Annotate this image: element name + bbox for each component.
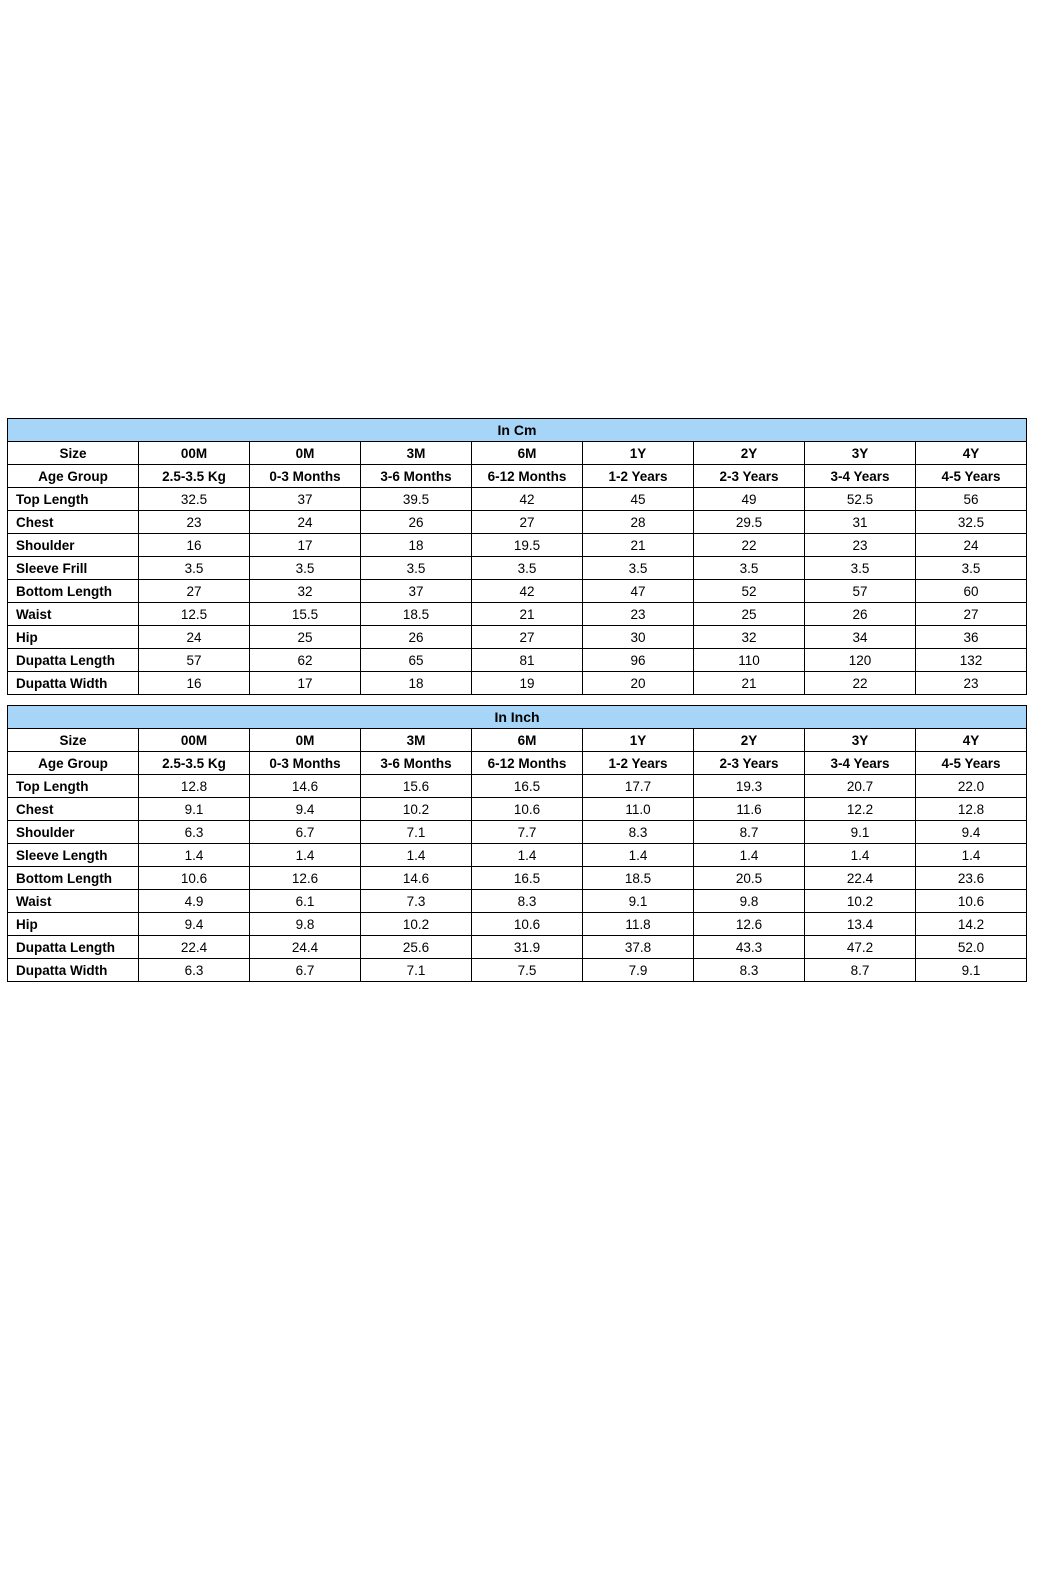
measurement-cell: 23.6 [916, 867, 1027, 890]
measurement-cell: 9.4 [916, 821, 1027, 844]
table-row [8, 959, 1027, 982]
measurement-cell: 39.5 [361, 488, 472, 511]
measurement-cell: 8.3 [583, 821, 694, 844]
measurement-cell: 24.4 [250, 936, 361, 959]
age-group-cell: 6-12 Months [472, 465, 583, 488]
measurement-cell: 29.5 [694, 511, 805, 534]
row-label: Chest [8, 798, 139, 821]
measurement-cell: 32 [694, 626, 805, 649]
measurement-cell: 23 [805, 534, 916, 557]
measurement-cell: 52.0 [916, 936, 1027, 959]
measurement-cell: 18 [361, 672, 472, 695]
size-chart-inch-body [8, 706, 1027, 982]
row-label: Top Length [8, 775, 139, 798]
table-row [8, 488, 1027, 511]
age-group-cell: 2-3 Years [694, 465, 805, 488]
measurement-cell: 10.6 [916, 890, 1027, 913]
age-group-label: Age Group [8, 752, 139, 775]
size-header-row [8, 729, 1027, 752]
measurement-cell: 12.6 [694, 913, 805, 936]
measurement-cell: 7.5 [472, 959, 583, 982]
measurement-cell: 22.4 [805, 867, 916, 890]
measurement-cell: 10.6 [472, 798, 583, 821]
row-label: Hip [8, 913, 139, 936]
measurement-cell: 32.5 [139, 488, 250, 511]
size-header-cell: 4Y [916, 442, 1027, 465]
measurement-cell: 49 [694, 488, 805, 511]
measurement-cell: 12.5 [139, 603, 250, 626]
measurement-cell: 25 [694, 603, 805, 626]
row-label: Dupatta Width [8, 959, 139, 982]
age-group-cell: 0-3 Months [250, 465, 361, 488]
size-header-cell: 3Y [805, 729, 916, 752]
measurement-cell: 28 [583, 511, 694, 534]
table-row [8, 557, 1027, 580]
measurement-cell: 6.3 [139, 821, 250, 844]
measurement-cell: 17 [250, 534, 361, 557]
measurement-cell: 18 [361, 534, 472, 557]
measurement-cell: 57 [139, 649, 250, 672]
measurement-cell: 7.1 [361, 959, 472, 982]
size-header-cell: 00M [139, 442, 250, 465]
table-row [8, 844, 1027, 867]
measurement-cell: 3.5 [250, 557, 361, 580]
measurement-cell: 32.5 [916, 511, 1027, 534]
table-title-row [8, 419, 1027, 442]
measurement-cell: 7.1 [361, 821, 472, 844]
measurement-cell: 7.9 [583, 959, 694, 982]
measurement-cell: 1.4 [250, 844, 361, 867]
measurement-cell: 120 [805, 649, 916, 672]
measurement-cell: 23 [583, 603, 694, 626]
measurement-cell: 4.9 [139, 890, 250, 913]
measurement-cell: 81 [472, 649, 583, 672]
measurement-cell: 9.1 [139, 798, 250, 821]
size-header-cell: 2Y [694, 729, 805, 752]
measurement-cell: 21 [472, 603, 583, 626]
measurement-cell: 23 [139, 511, 250, 534]
measurement-cell: 26 [805, 603, 916, 626]
measurement-cell: 36 [916, 626, 1027, 649]
age-group-cell: 2-3 Years [694, 752, 805, 775]
age-group-cell: 1-2 Years [583, 752, 694, 775]
measurement-cell: 17.7 [583, 775, 694, 798]
measurement-cell: 65 [361, 649, 472, 672]
measurement-cell: 23 [916, 672, 1027, 695]
size-header-cell: 00M [139, 729, 250, 752]
measurement-cell: 132 [916, 649, 1027, 672]
measurement-cell: 9.4 [250, 798, 361, 821]
measurement-cell: 6.3 [139, 959, 250, 982]
age-group-cell: 2.5-3.5 Kg [139, 752, 250, 775]
measurement-cell: 27 [916, 603, 1027, 626]
measurement-cell: 37.8 [583, 936, 694, 959]
age-group-cell: 3-6 Months [361, 752, 472, 775]
measurement-cell: 20.5 [694, 867, 805, 890]
measurement-cell: 42 [472, 488, 583, 511]
table-row [8, 580, 1027, 603]
size-header-cell: 0M [250, 729, 361, 752]
size-header-cell: 0M [250, 442, 361, 465]
age-group-cell: 4-5 Years [916, 752, 1027, 775]
measurement-cell: 52 [694, 580, 805, 603]
table-row [8, 534, 1027, 557]
measurement-cell: 1.4 [583, 844, 694, 867]
size-header-cell: 3M [361, 729, 472, 752]
age-group-label: Age Group [8, 465, 139, 488]
measurement-cell: 25.6 [361, 936, 472, 959]
table-row [8, 603, 1027, 626]
measurement-cell: 7.7 [472, 821, 583, 844]
measurement-cell: 9.1 [916, 959, 1027, 982]
measurement-cell: 14.2 [916, 913, 1027, 936]
measurement-cell: 11.0 [583, 798, 694, 821]
measurement-cell: 96 [583, 649, 694, 672]
measurement-cell: 12.2 [805, 798, 916, 821]
table-title-row [8, 706, 1027, 729]
row-label: Bottom Length [8, 867, 139, 890]
size-header-cell: 1Y [583, 729, 694, 752]
measurement-cell: 15.6 [361, 775, 472, 798]
measurement-cell: 27 [472, 626, 583, 649]
measurement-cell: 10.2 [361, 913, 472, 936]
age-group-cell: 1-2 Years [583, 465, 694, 488]
measurement-cell: 52.5 [805, 488, 916, 511]
measurement-cell: 37 [361, 580, 472, 603]
measurement-cell: 15.5 [250, 603, 361, 626]
measurement-cell: 45 [583, 488, 694, 511]
measurement-cell: 9.1 [583, 890, 694, 913]
measurement-cell: 17 [250, 672, 361, 695]
size-chart-cm-table [7, 418, 1027, 695]
table-row [8, 511, 1027, 534]
row-label: Sleeve Length [8, 844, 139, 867]
measurement-cell: 31 [805, 511, 916, 534]
measurement-cell: 10.6 [472, 913, 583, 936]
size-chart-cm-body [8, 419, 1027, 695]
measurement-cell: 60 [916, 580, 1027, 603]
measurement-cell: 1.4 [805, 844, 916, 867]
measurement-cell: 42 [472, 580, 583, 603]
measurement-cell: 1.4 [916, 844, 1027, 867]
measurement-cell: 19.5 [472, 534, 583, 557]
measurement-cell: 9.8 [694, 890, 805, 913]
measurement-cell: 9.1 [805, 821, 916, 844]
row-label: Dupatta Width [8, 672, 139, 695]
measurement-cell: 7.3 [361, 890, 472, 913]
measurement-cell: 62 [250, 649, 361, 672]
measurement-cell: 22.4 [139, 936, 250, 959]
measurement-cell: 20.7 [805, 775, 916, 798]
measurement-cell: 3.5 [361, 557, 472, 580]
measurement-cell: 10.2 [805, 890, 916, 913]
age-group-cell: 3-4 Years [805, 752, 916, 775]
measurement-cell: 21 [583, 534, 694, 557]
table-row [8, 936, 1027, 959]
measurement-cell: 11.6 [694, 798, 805, 821]
measurement-cell: 22 [805, 672, 916, 695]
measurement-cell: 12.6 [250, 867, 361, 890]
measurement-cell: 26 [361, 511, 472, 534]
measurement-cell: 34 [805, 626, 916, 649]
measurement-cell: 13.4 [805, 913, 916, 936]
age-group-cell: 3-6 Months [361, 465, 472, 488]
row-label: Shoulder [8, 821, 139, 844]
measurement-cell: 3.5 [139, 557, 250, 580]
measurement-cell: 18.5 [361, 603, 472, 626]
row-label: Waist [8, 603, 139, 626]
row-label: Shoulder [8, 534, 139, 557]
measurement-cell: 16 [139, 534, 250, 557]
measurement-cell: 47.2 [805, 936, 916, 959]
size-chart-inch-table [7, 705, 1027, 982]
row-label: Top Length [8, 488, 139, 511]
table-row [8, 821, 1027, 844]
measurement-cell: 11.8 [583, 913, 694, 936]
table-title: In Inch [8, 706, 1027, 729]
measurement-cell: 1.4 [472, 844, 583, 867]
measurement-cell: 27 [139, 580, 250, 603]
measurement-cell: 25 [250, 626, 361, 649]
measurement-cell: 43.3 [694, 936, 805, 959]
measurement-cell: 22 [694, 534, 805, 557]
measurement-cell: 110 [694, 649, 805, 672]
table-row [8, 890, 1027, 913]
measurement-cell: 24 [250, 511, 361, 534]
size-header-cell: 6M [472, 729, 583, 752]
size-label: Size [8, 729, 139, 752]
row-label: Dupatta Length [8, 936, 139, 959]
size-header-row [8, 442, 1027, 465]
measurement-cell: 12.8 [139, 775, 250, 798]
measurement-cell: 8.3 [472, 890, 583, 913]
measurement-cell: 14.6 [250, 775, 361, 798]
size-header-cell: 6M [472, 442, 583, 465]
row-label: Dupatta Length [8, 649, 139, 672]
size-header-cell: 2Y [694, 442, 805, 465]
measurement-cell: 24 [916, 534, 1027, 557]
row-label: Hip [8, 626, 139, 649]
measurement-cell: 12.8 [916, 798, 1027, 821]
measurement-cell: 10.6 [139, 867, 250, 890]
age-group-row [8, 465, 1027, 488]
table-row [8, 867, 1027, 890]
size-label: Size [8, 442, 139, 465]
measurement-cell: 18.5 [583, 867, 694, 890]
measurement-cell: 6.7 [250, 959, 361, 982]
measurement-cell: 3.5 [472, 557, 583, 580]
age-group-cell: 3-4 Years [805, 465, 916, 488]
table-row [8, 775, 1027, 798]
measurement-cell: 47 [583, 580, 694, 603]
measurement-cell: 37 [250, 488, 361, 511]
measurement-cell: 14.6 [361, 867, 472, 890]
measurement-cell: 1.4 [361, 844, 472, 867]
measurement-cell: 6.7 [250, 821, 361, 844]
measurement-cell: 1.4 [139, 844, 250, 867]
measurement-cell: 3.5 [916, 557, 1027, 580]
measurement-cell: 56 [916, 488, 1027, 511]
measurement-cell: 16.5 [472, 867, 583, 890]
measurement-cell: 24 [139, 626, 250, 649]
measurement-cell: 19 [472, 672, 583, 695]
row-label: Chest [8, 511, 139, 534]
row-label: Waist [8, 890, 139, 913]
size-header-cell: 1Y [583, 442, 694, 465]
measurement-cell: 20 [583, 672, 694, 695]
measurement-cell: 26 [361, 626, 472, 649]
measurement-cell: 9.8 [250, 913, 361, 936]
measurement-cell: 16.5 [472, 775, 583, 798]
table-row [8, 798, 1027, 821]
age-group-cell: 4-5 Years [916, 465, 1027, 488]
size-header-cell: 3Y [805, 442, 916, 465]
measurement-cell: 3.5 [583, 557, 694, 580]
age-group-row [8, 752, 1027, 775]
measurement-cell: 19.3 [694, 775, 805, 798]
measurement-cell: 30 [583, 626, 694, 649]
measurement-cell: 32 [250, 580, 361, 603]
measurement-cell: 8.7 [694, 821, 805, 844]
table-row [8, 626, 1027, 649]
measurement-cell: 6.1 [250, 890, 361, 913]
measurement-cell: 31.9 [472, 936, 583, 959]
row-label: Sleeve Frill [8, 557, 139, 580]
measurement-cell: 8.7 [805, 959, 916, 982]
size-header-cell: 4Y [916, 729, 1027, 752]
measurement-cell: 9.4 [139, 913, 250, 936]
measurement-cell: 21 [694, 672, 805, 695]
measurement-cell: 16 [139, 672, 250, 695]
table-row [8, 649, 1027, 672]
measurement-cell: 3.5 [805, 557, 916, 580]
measurement-cell: 10.2 [361, 798, 472, 821]
measurement-cell: 3.5 [694, 557, 805, 580]
row-label: Bottom Length [8, 580, 139, 603]
table-row [8, 913, 1027, 936]
table-row [8, 672, 1027, 695]
age-group-cell: 0-3 Months [250, 752, 361, 775]
size-header-cell: 3M [361, 442, 472, 465]
measurement-cell: 22.0 [916, 775, 1027, 798]
age-group-cell: 2.5-3.5 Kg [139, 465, 250, 488]
age-group-cell: 6-12 Months [472, 752, 583, 775]
measurement-cell: 1.4 [694, 844, 805, 867]
table-title: In Cm [8, 419, 1027, 442]
measurement-cell: 57 [805, 580, 916, 603]
measurement-cell: 27 [472, 511, 583, 534]
measurement-cell: 8.3 [694, 959, 805, 982]
